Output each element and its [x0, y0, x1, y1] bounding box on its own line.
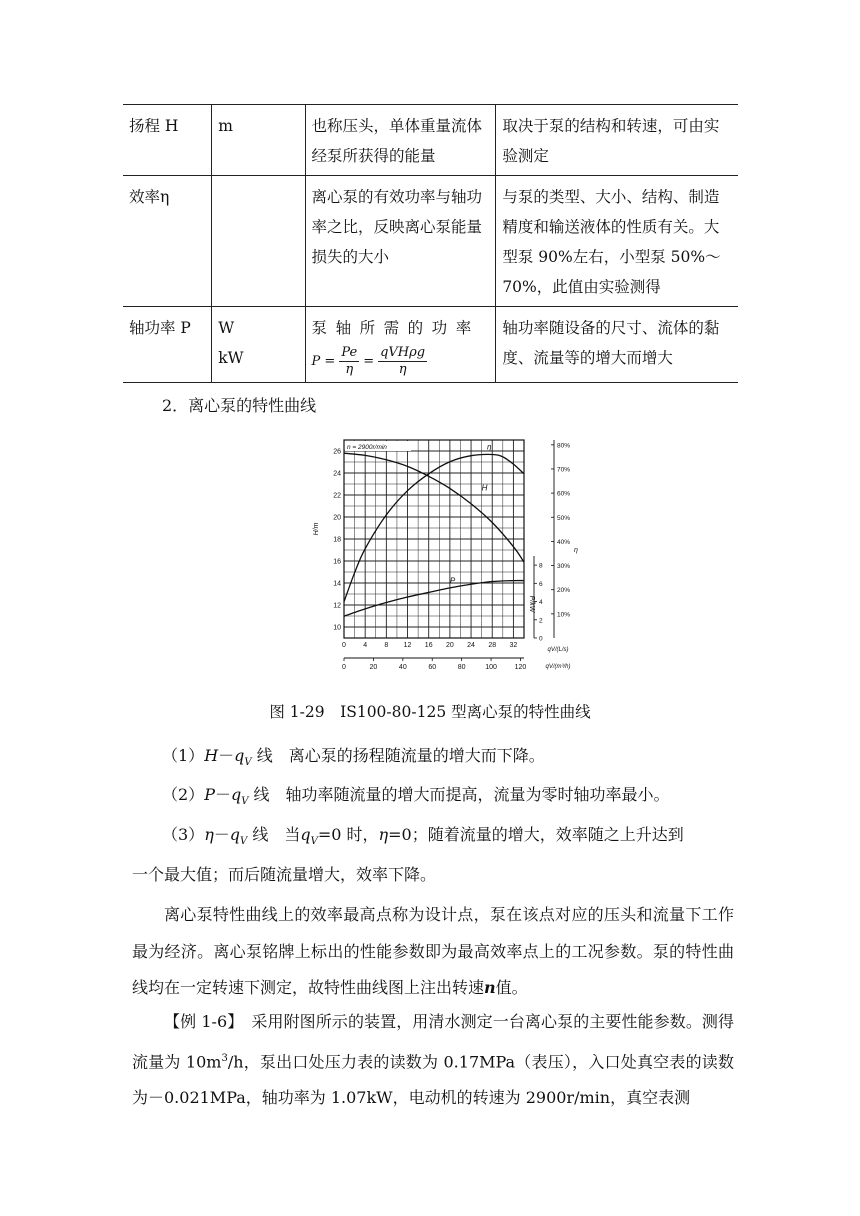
curve-h-line — [162, 743, 545, 768]
dash: － — [213, 825, 230, 844]
example-paragraph — [132, 1004, 734, 1117]
x-bottom-tick-label: 20 — [369, 664, 378, 671]
curve-eta-text: 线 当 — [247, 825, 301, 844]
figure-caption: 图 1-29 IS100-80-125 型离心泵的特性曲线 — [269, 703, 591, 721]
subscript-v: V — [241, 796, 249, 808]
x-top-tick-label: 8 — [384, 642, 389, 649]
x-bottom-tick-label: 100 — [485, 664, 497, 671]
y-left-tick-label: 14 — [333, 580, 341, 588]
series-label-P: P — [449, 576, 456, 586]
var-p: P — [204, 785, 215, 804]
formula-num-1: Pe — [341, 345, 358, 360]
param-unit: m — [212, 105, 305, 176]
power-formula — [312, 345, 490, 378]
y-left-tick-label: 20 — [333, 514, 341, 522]
formula-den-1: η — [345, 362, 354, 377]
formula-eq: = — [363, 353, 375, 369]
section-heading: 2．离心泵的特性曲线 — [162, 396, 317, 415]
param-unit-alt: kW — [218, 349, 244, 367]
y-left-axis-label: H/m — [313, 522, 320, 536]
p-tick-label: 2 — [539, 617, 543, 625]
formula-lhs: P = — [311, 353, 336, 369]
param-meaning: 离心泵的有效功率与轴功率之比，反映离心泵能量损失的大小 — [305, 176, 496, 307]
var-q: q — [234, 746, 245, 765]
y-left-tick-label: 22 — [333, 492, 341, 500]
table-row — [123, 307, 738, 383]
series-label-H: H — [481, 483, 488, 493]
chart-title: n = 2900r/min — [347, 444, 387, 451]
param-note: 与泵的类型、大小、结构、制造精度和输送液体的性质有关。大型泵 90%左右，小型泵 50%～70%，此值由实验测得 — [496, 176, 738, 307]
p-tick-label: 8 — [539, 562, 543, 570]
x-bottom-tick-label: 80 — [457, 664, 466, 671]
series-line-P — [344, 581, 524, 617]
param-unit-cell — [212, 307, 305, 383]
curve-h-text: 线 离心泵的扬程随流量的增大而下降。 — [251, 746, 545, 765]
formula-fraction-1 — [339, 345, 359, 378]
paragraph-end: 值。 — [495, 978, 528, 997]
series-label-eta: η — [486, 442, 492, 452]
var-q: q — [300, 825, 311, 844]
param-name: 轴功率 P — [129, 319, 191, 337]
x-bottom-tick-label: 120 — [514, 664, 527, 671]
y-left-tick-label: 24 — [333, 470, 341, 478]
item-number: （1） — [162, 746, 205, 765]
p-axis-label: P/kW — [528, 595, 535, 613]
param-name: 扬程 H — [129, 117, 179, 135]
table-row — [123, 176, 738, 307]
y-right-tick-label: 20% — [557, 587, 571, 595]
formula-num-2: qVHρg — [380, 345, 426, 360]
y-right-tick-label: 40% — [557, 538, 571, 546]
x-bottom-tick-label: 40 — [398, 664, 407, 671]
y-left-tick-label: 26 — [333, 448, 341, 456]
curve-eta-text-3: =0；随着流量的增大，效率随之上升达到 — [388, 825, 684, 844]
series-line-H — [344, 453, 524, 562]
y-right-tick-label: 80% — [557, 442, 571, 450]
formula-den-2: η — [398, 362, 407, 377]
var-q: q — [230, 785, 242, 804]
y-right-tick-label: 10% — [557, 611, 571, 619]
param-name: 效率η — [129, 188, 170, 206]
curve-p-line — [162, 782, 670, 807]
var-n: n — [484, 978, 496, 997]
y-left-tick-label: 10 — [333, 624, 341, 632]
param-unit — [212, 176, 305, 307]
x-top-tick-label: 12 — [403, 642, 412, 649]
x-bottom-axis-label: qV/(m³/h) — [545, 664, 571, 670]
example-text: 采用附图所示的装置，用清水测定一台离心泵的主要性能参数。测得流量为 10m — [132, 1012, 734, 1071]
example-text-2: /h，泵出口处压力表的读数为 0.17MPa（表压），入口处真空表的读数为－0.021MPa，轴功率为 1.07kW，电动机的转速为 2900r/min，真空表测 — [132, 1051, 734, 1108]
param-unit: W — [218, 319, 235, 337]
param-meaning-cell — [305, 307, 496, 383]
superscript: 3 — [221, 1052, 228, 1064]
y-right-tick-label: 60% — [557, 490, 571, 498]
x-top-tick-label: 4 — [363, 642, 368, 649]
x-bottom-tick-label: 0 — [342, 664, 346, 671]
x-bottom-tick-label: 60 — [428, 664, 437, 671]
y-right-axis-label: η — [574, 547, 578, 554]
param-meaning: 也称压头，单体重量流体经泵所获得的能量 — [305, 105, 496, 176]
x-top-tick-label: 24 — [467, 642, 475, 649]
pump-characteristic-chart — [308, 432, 580, 676]
item-number: （3） — [162, 825, 205, 844]
var-h: H — [204, 746, 219, 765]
parameter-table — [123, 104, 738, 383]
p-tick-label: 6 — [539, 580, 543, 588]
x-top-tick-label: 16 — [424, 642, 433, 649]
table-row — [123, 105, 738, 176]
param-note: 轴功率随设备的尺寸、流体的黏度、流量等的增大而增大 — [496, 307, 738, 383]
param-meaning: 泵轴所需的功率 — [311, 319, 480, 337]
curve-eta-continuation: 一个最大值；而后随流量增大，效率下降。 — [132, 865, 437, 884]
var-q: q — [229, 825, 241, 844]
curve-eta-text-2: =0 时， — [317, 825, 379, 844]
y-right-tick-label: 70% — [557, 466, 571, 474]
x-top-tick-label: 20 — [445, 642, 454, 649]
item-number: （2） — [162, 785, 205, 804]
y-left-tick-label: 16 — [333, 558, 341, 566]
x-top-tick-label: 0 — [342, 642, 346, 649]
y-left-tick-label: 18 — [333, 536, 341, 544]
param-note: 取决于泵的结构和转速，可由实验测定 — [496, 105, 738, 176]
paragraph-text: 离心泵特性曲线上的效率最高点称为设计点，泵在该点对应的压头和流量下工作最为经济。离心泵铭牌上标出的性能参数即为最高效率点上的工况参数。泵的特性曲线均在一定转速下测定，故特性曲线图上注出转速 — [132, 905, 734, 997]
var-eta: η — [378, 825, 389, 844]
var-eta: η — [204, 825, 214, 844]
x-top-tick-label: 28 — [488, 642, 497, 649]
y-left-tick-label: 12 — [333, 602, 341, 610]
x-top-axis-label: qV/(L/s) — [547, 647, 569, 653]
dash: － — [214, 785, 231, 804]
p-tick-label: 4 — [539, 599, 543, 607]
y-right-tick-label: 50% — [557, 514, 571, 522]
x-top-tick-label: 32 — [509, 642, 518, 649]
curve-p-text: 线 轴功率随流量的增大而提高，流量为零时轴功率最小。 — [248, 785, 670, 804]
subscript-v: V — [244, 757, 252, 769]
subscript-v: V — [240, 836, 248, 848]
p-tick-label: 0 — [539, 635, 543, 643]
example-label: 【例 1-6】 — [164, 1012, 236, 1031]
dash: － — [218, 746, 235, 765]
subscript-v: V — [310, 836, 318, 848]
y-right-tick-label: 30% — [557, 563, 571, 571]
formula-fraction-2 — [378, 345, 427, 378]
curve-eta-line — [162, 822, 684, 847]
design-point-paragraph — [132, 897, 734, 1007]
